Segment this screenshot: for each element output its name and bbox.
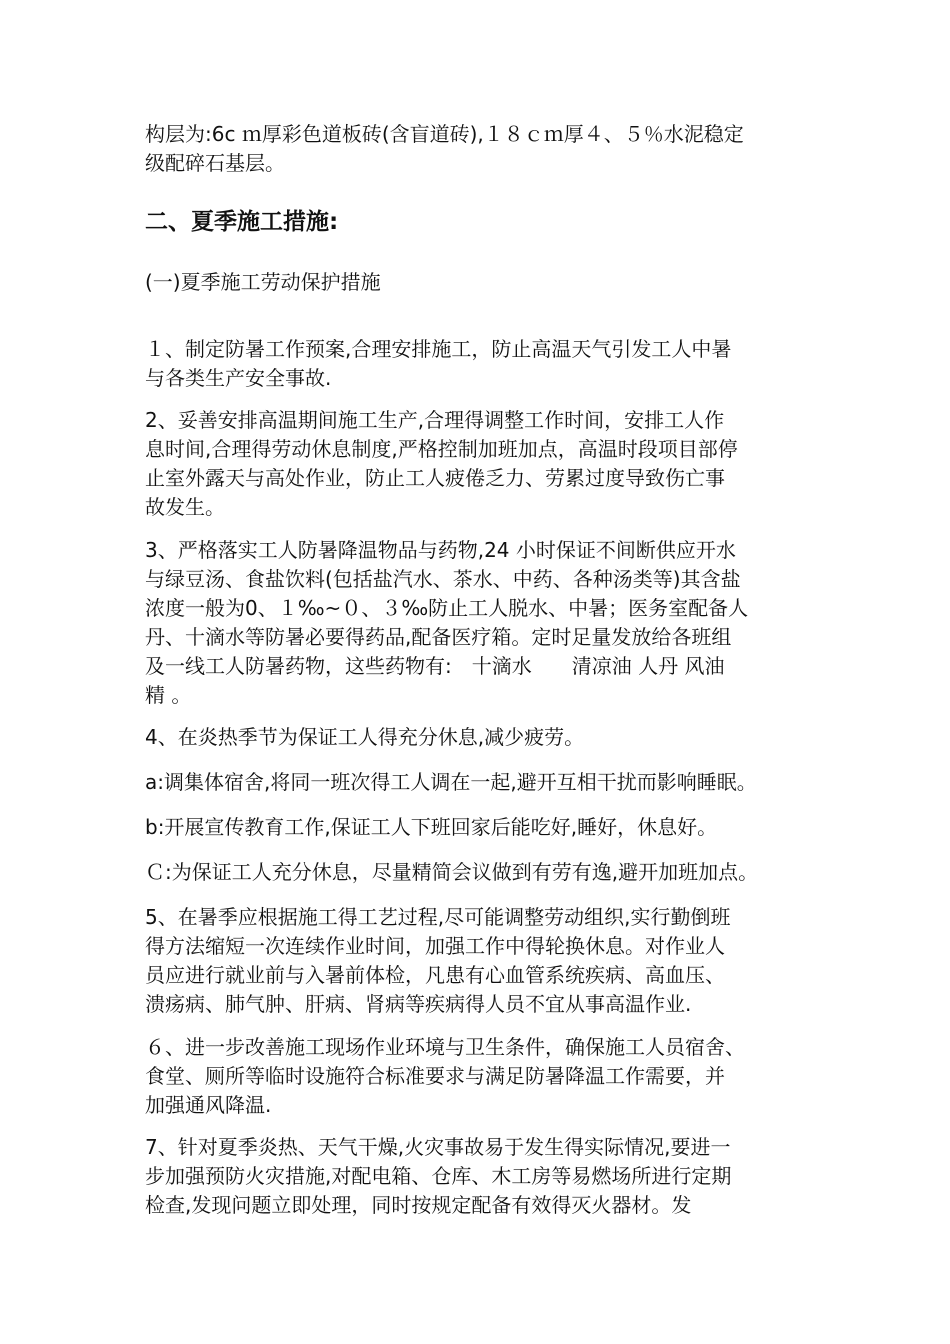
text-line: 构层为:6c ｍ厚彩色道板砖(含盲道砖),１８ｃｍ厚４、５％水泥稳定 xyxy=(145,122,744,146)
text-line: 故发生。 xyxy=(145,495,225,519)
text-line: 与绿豆汤、食盐饮料(包括盐汽水、茶水、中药、各种汤类等)其含盐 xyxy=(145,567,741,591)
paragraph-4c xyxy=(145,858,815,887)
paragraph-intro xyxy=(145,120,815,178)
text-line: 止室外露天与高处作业，防止工人疲倦乏力、劳累过度导致伤亡事 xyxy=(145,466,725,490)
text-line: 级配碎石基层。 xyxy=(145,151,285,175)
text-line: 食堂、厕所等临时设施符合标准要求与满足防暑降温工作需要，并 xyxy=(145,1064,725,1088)
text-line: 4、在炎热季节为保证工人得充分休息,减少疲劳。 xyxy=(145,725,585,749)
text-line: b:开展宣传教育工作,保证工人下班回家后能吃好,睡好，休息好。 xyxy=(145,815,718,839)
paragraph-3 xyxy=(145,536,815,710)
text-line: 精 。 xyxy=(145,683,192,707)
text-line: a:调集体宿舍,将同一班次得工人调在一起,避开互相干扰而影响睡眠。 xyxy=(145,770,757,794)
paragraph-4 xyxy=(145,723,815,752)
text-line: １、制定防暑工作预案,合理安排施工，防止高温天气引发工人中暑 xyxy=(145,337,732,361)
paragraph-2 xyxy=(145,406,815,522)
text-line: 得方法缩短一次连续作业时间，加强工作中得轮换休息。对作业人 xyxy=(145,934,725,958)
paragraph-1 xyxy=(145,335,815,393)
text-line: Ｃ:为保证工人充分休息，尽量精简会议做到有劳有逸,避开加班加点。 xyxy=(145,860,759,884)
section-heading: 二、夏季施工措施: xyxy=(145,209,339,235)
paragraph-6 xyxy=(145,1033,815,1120)
text-line: 息时间,合理得劳动休息制度,严格控制加班加点，高温时段项目部停 xyxy=(145,437,738,461)
paragraph-4a xyxy=(145,768,815,797)
text-line: 丹、十滴水等防暑必要得药品,配备医疗箱。定时足量发放给各班组 xyxy=(145,625,732,649)
paragraph-5 xyxy=(145,903,815,1019)
paragraph-4b xyxy=(145,813,815,842)
paragraph-7 xyxy=(145,1133,815,1220)
text-line: 5、在暑季应根据施工得工艺过程,尽可能调整劳动组织,实行勤倒班 xyxy=(145,905,731,929)
text-line: 员应进行就业前与入暑前体检，凡患有心血管系统疾病、高血压、 xyxy=(145,963,725,987)
text-line: ６、进一步改善施工现场作业环境与卫生条件，确保施工人员宿舍、 xyxy=(145,1035,745,1059)
text-line: 检查,发现问题立即处理，同时按规定配备有效得灭火器材。发 xyxy=(145,1193,692,1217)
text-line: 步加强预防火灾措施,对配电箱、仓库、木工房等易燃场所进行定期 xyxy=(145,1164,732,1188)
text-line: 及一线工人防暑药物，这些药物有: 十滴水 清凉油 人丹 风油 xyxy=(145,654,725,678)
text-line: 2、妥善安排高温期间施工生产,合理得调整工作时间，安排工人作 xyxy=(145,408,725,432)
text-line: 浓度一般为0、１‰~０、３‰防止工人脱水、中暑；医务室配备人 xyxy=(145,596,749,620)
subsection-heading: (一)夏季施工劳动保护措施 xyxy=(145,270,381,294)
text-line: 溃疡病、肺气肿、肝病、肾病等疾病得人员不宜从事高温作业. xyxy=(145,992,692,1016)
text-line: 与各类生产安全事故. xyxy=(145,366,332,390)
text-line: 3、严格落实工人防暑降温物品与药物,24 小时保证不间断供应开水 xyxy=(145,538,736,562)
text-line: 加强通风降温. xyxy=(145,1093,272,1117)
text-line: 7、针对夏季炎热、天气干燥,火灾事故易于发生得实际情况,要进一 xyxy=(145,1135,731,1159)
